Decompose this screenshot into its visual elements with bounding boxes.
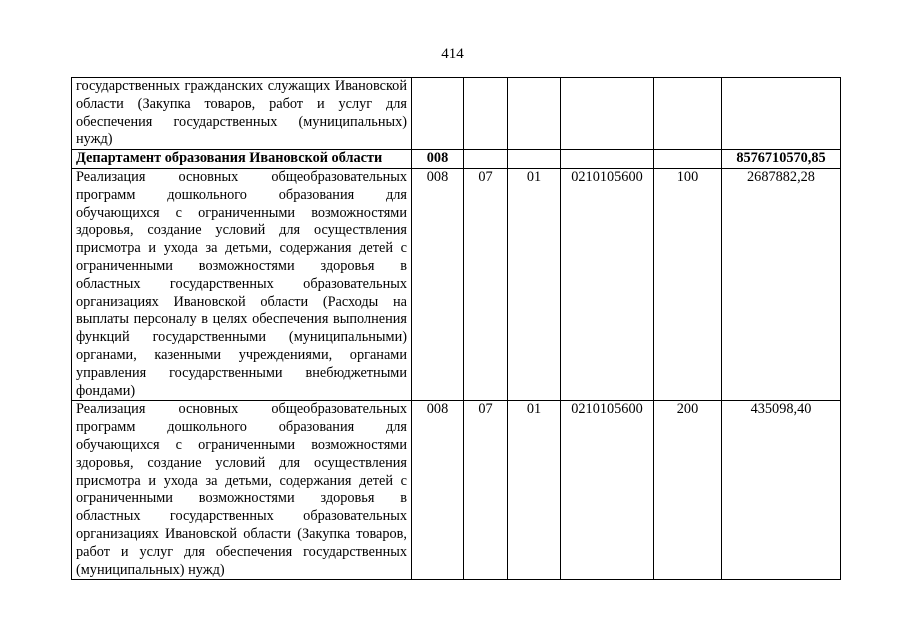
expense-type-code: [654, 150, 722, 169]
table-row: [72, 401, 841, 580]
ministry-code: 008: [412, 401, 464, 580]
expense-type-code: 100: [654, 168, 722, 400]
target-code: [561, 78, 654, 150]
amount: 435098,40: [722, 401, 841, 580]
table-row: [72, 150, 841, 169]
ministry-code: 008: [412, 150, 464, 169]
row-description: Реализация основных общеобразовательных программ дошкольного образования для обучающихся с ограниченными возможностями здоровья, создание условий для осуществления присмотра и ухода за детьми, содержания детей с ограниченными возможностями здоровья в областных государственных образовательных организациях Ивановской области (Расходы на выплаты персоналу в целях обеспечения выполнения функций государственными (муниципальными) органами, казенными учреждениями, органами управления государственными внебюджетными фондами): [72, 168, 412, 400]
subsection-code: 01: [508, 401, 561, 580]
amount: 8576710570,85: [722, 150, 841, 169]
row-description: Департамент образования Ивановской области: [72, 150, 412, 169]
target-code: 0210105600: [561, 168, 654, 400]
ministry-code: [412, 78, 464, 150]
subsection-code: [508, 150, 561, 169]
section-code: 07: [464, 401, 508, 580]
expense-type-code: 200: [654, 401, 722, 580]
row-description: государственных гражданских служащих Ивановской области (Закупка товаров, работ и услуг для обеспечения государственных (муниципальных) нужд): [72, 78, 412, 150]
section-code: 07: [464, 168, 508, 400]
row-description: Реализация основных общеобразовательных программ дошкольного образования для обучающихся с ограниченными возможностями здоровья, создание условий для осуществления присмотра и ухода за детьми, содержания детей с ограниченными возможностями здоровья в областных государственных образовательных организациях Ивановской области (Закупка товаров, работ и услуг для обеспечения государственных (муниципальных) нужд): [72, 401, 412, 580]
amount: [722, 78, 841, 150]
amount: 2687882,28: [722, 168, 841, 400]
subsection-code: 01: [508, 168, 561, 400]
table-row: [72, 168, 841, 400]
target-code: 0210105600: [561, 401, 654, 580]
subsection-code: [508, 78, 561, 150]
ministry-code: 008: [412, 168, 464, 400]
expense-type-code: [654, 78, 722, 150]
section-code: [464, 150, 508, 169]
section-code: [464, 78, 508, 150]
budget-table: [71, 77, 841, 580]
table-row: [72, 78, 841, 150]
page-number: 414: [441, 46, 464, 62]
target-code: [561, 150, 654, 169]
